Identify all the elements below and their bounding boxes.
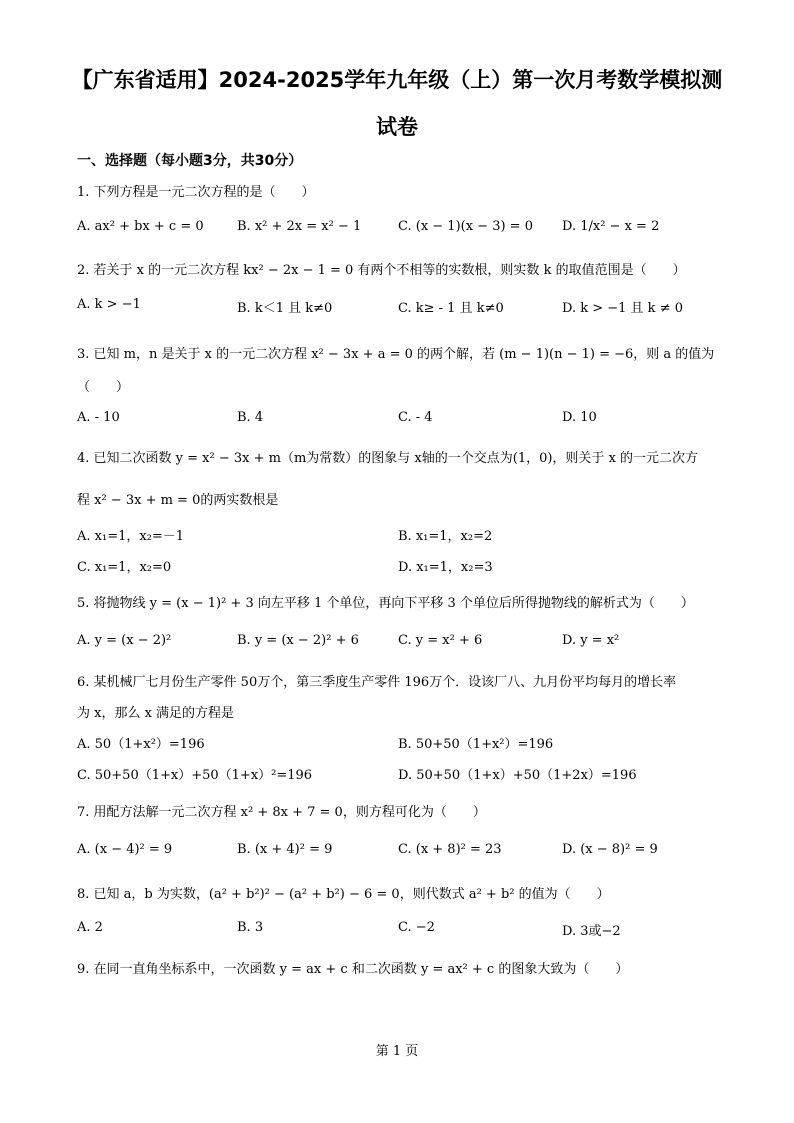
question-1-option-d: D. 1/x² − x = 2	[562, 219, 660, 234]
question-2-stem: 2. 若关于 x 的一元二次方程 kx² − 2x − 1 = 0 有两个不相等的实数根，则实数 k 的取值范围是（ ）	[77, 263, 686, 278]
question-7-option-c: C. (x + 8)² = 23	[398, 842, 502, 857]
question-1-option-c: C. (x − 1)(x − 3) = 0	[398, 219, 533, 234]
exam-title-line2: 试卷	[376, 115, 418, 139]
exam-title-line1: 【广东省适用】2024-2025学年九年级（上）第一次月考数学模拟测	[71, 68, 723, 92]
question-6-stem-cont: 为 x，那么 x 满足的方程是	[77, 706, 235, 721]
question-9-stem: 9. 在同一直角坐标系中，一次函数 y = ax + c 和二次函数 y = ax² + c 的图象大致为（ ）	[77, 962, 629, 977]
question-7-option-a: A. (x − 4)² = 9	[77, 842, 173, 857]
question-4-option-b: B. x₁=1，x₂=2	[398, 529, 493, 544]
question-5-option-b: B. y = (x − 2)² + 6	[237, 633, 359, 648]
question-5-stem: 5. 将抛物线 y = (x − 1)² + 3 向左平移 1 个单位，再向下平移 3 个单位后所得抛物线的解析式为（ ）	[77, 596, 694, 611]
question-6-stem: 6. 某机械厂七月份生产零件 50万个，第三季度生产零件 196万个．设该厂八、九月份平均每月的增长率	[77, 675, 677, 690]
question-8-option-d: D. 3或−2	[562, 924, 621, 939]
question-3-option-b: B. 4	[237, 410, 264, 425]
question-7-stem: 7. 用配方法解一元二次方程 x² + 8x + 7 = 0，则方程可化为（ ）	[77, 805, 486, 820]
question-8-option-a: A. 2	[77, 920, 103, 935]
question-8-option-c: C. −2	[398, 920, 435, 935]
question-1-stem: 1. 下列方程是一元二次方程的是（ ）	[77, 185, 315, 200]
question-7-option-d: D. (x − 8)² = 9	[562, 842, 658, 857]
question-7-option-b: B. (x + 4)² = 9	[237, 842, 333, 857]
question-8-option-b: B. 3	[237, 920, 264, 935]
question-4-option-d: D. x₁=1，x₂=3	[398, 560, 493, 575]
question-3-option-a: A. - 10	[77, 410, 120, 425]
question-6-option-b: B. 50+50（1+x²）=196	[398, 737, 554, 752]
question-6-option-c: C. 50+50（1+x）+50（1+x）²=196	[77, 768, 313, 783]
question-3-stem-cont: （ ）	[77, 380, 130, 395]
question-3-option-c: C. - 4	[398, 410, 433, 425]
question-4-stem: 4. 已知二次函数 y = x² − 3x + m（m为常数）的图象与 x轴的一个交点为(1，0)，则关于 x 的一元二次方	[77, 451, 699, 466]
question-4-option-c: C. x₁=1，x₂=0	[77, 560, 172, 575]
question-2-option-c: C. k≥ - 1 且 k≠0	[398, 301, 504, 316]
question-1-option-a: A. ax² + bx + c = 0	[77, 219, 204, 234]
section-heading: 一、选择题（每小题3分，共30分）	[77, 153, 303, 169]
question-3-stem: 3. 已知 m，n 是关于 x 的一元二次方程 x² − 3x + a = 0 的两个解，若 (m − 1)(n − 1) = −6，则 a 的值为	[77, 347, 715, 362]
question-2-option-d: D. k > −1 且 k ≠ 0	[562, 301, 683, 316]
question-5-option-d: D. y = x²	[562, 633, 620, 648]
question-4-stem-cont: 程 x² − 3x + m = 0的两实数根是	[77, 493, 279, 508]
question-1-option-b: B. x² + 2x = x² − 1	[237, 219, 362, 234]
question-3-option-d: D. 10	[562, 410, 597, 425]
question-6-option-a: A. 50（1+x²）=196	[77, 737, 205, 752]
question-8-stem: 8. 已知 a，b 为实数，(a² + b²)² − (a² + b²) − 6 = 0，则代数式 a² + b² 的值为（ ）	[77, 887, 610, 902]
question-2-option-b: B. k＜1 且 k≠0	[237, 301, 333, 316]
question-2-option-a: A. k > −1	[77, 297, 141, 312]
page-footer: 第 1 页	[375, 1044, 419, 1059]
question-5-option-c: C. y = x² + 6	[398, 633, 483, 648]
question-4-option-a: A. x₁=1，x₂=－1	[77, 529, 185, 544]
question-5-option-a: A. y = (x − 2)²	[77, 633, 172, 648]
question-6-option-d: D. 50+50（1+x）+50（1+2x）=196	[398, 768, 637, 783]
